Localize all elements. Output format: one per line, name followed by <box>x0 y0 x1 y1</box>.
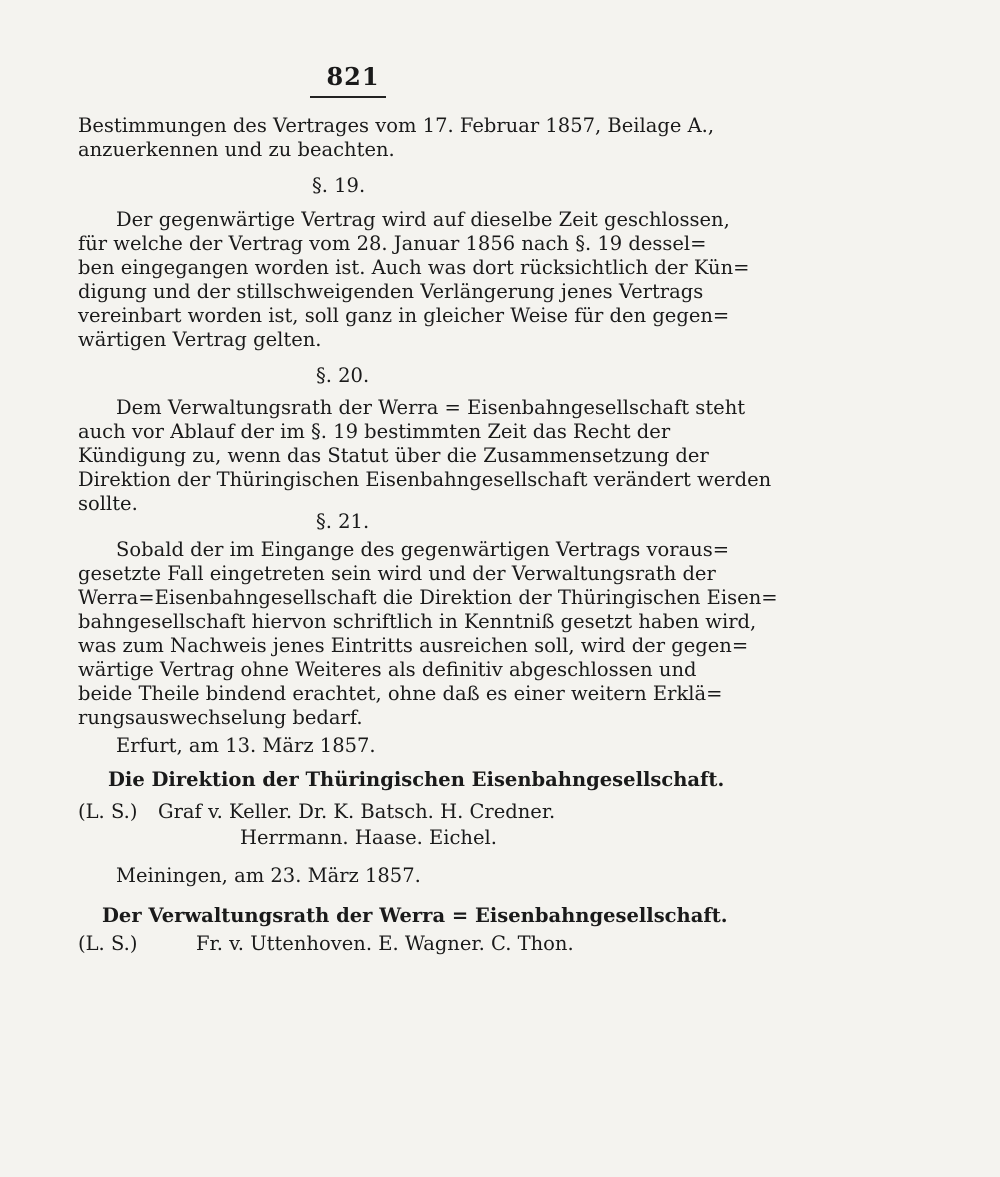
paragraph-line: wärtige Vertrag ohne Weiteres als definitiv abgeschlossen und <box>78 658 697 681</box>
paragraph-line: bahngesellschaft hiervon schriftlich in Kenntniß gesetzt haben wird, <box>78 610 757 633</box>
paragraph-line: beide Theile bindend erachtet, ohne daß es einer weitern Erklä= <box>78 682 723 705</box>
paragraph-line: ben eingegangen worden ist. Auch was dort rücksichtlich der Kün= <box>78 256 750 279</box>
erfurt-seal-mark: (L. S.) <box>78 800 138 823</box>
paragraph-line: was zum Nachweis jenes Eintritts ausreichen soll, wird der gegen= <box>78 634 749 657</box>
page-number-rule <box>310 96 386 98</box>
paragraph-line: gesetzte Fall eingetreten sein wird und der Verwaltungsrath der <box>78 562 716 585</box>
paragraph-line: vereinbart worden ist, soll ganz in gleicher Weise für den gegen= <box>78 304 730 327</box>
paragraph-line: Sobald der im Eingange des gegenwärtigen Vertrags voraus= <box>116 538 730 561</box>
meiningen-organisation: Der Verwaltungsrath der Werra = Eisenbahngesellschaft. <box>102 904 728 927</box>
section-heading-20: §. 20. <box>316 364 370 387</box>
paragraph-line: Werra=Eisenbahngesellschaft die Direktion der Thüringischen Eisen= <box>78 586 778 609</box>
paragraph-line: Der gegenwärtige Vertrag wird auf dieselbe Zeit geschlossen, <box>116 208 730 231</box>
paragraph-line: sollte. <box>78 492 138 515</box>
erfurt-signatories-1: Graf v. Keller. Dr. K. Batsch. H. Credner. <box>158 800 556 823</box>
erfurt-signatories-2: Herrmann. Haase. Eichel. <box>240 826 497 849</box>
paragraph-line: rungsauswechselung bedarf. <box>78 706 363 729</box>
section-heading-21: §. 21. <box>316 510 370 533</box>
paragraph-line: digung und der stillschweigenden Verlängerung jenes Vertrags <box>78 280 704 303</box>
paragraph-line: wärtigen Vertrag gelten. <box>78 328 322 351</box>
paragraph-line: auch vor Ablauf der im §. 19 bestimmten Zeit das Recht der <box>78 420 671 443</box>
paragraph-line: Kündigung zu, wenn das Statut über die Zusammensetzung der <box>78 444 709 467</box>
meiningen-signatories: Fr. v. Uttenhoven. E. Wagner. C. Thon. <box>196 932 574 955</box>
intro-line: anzuerkennen und zu beachten. <box>78 138 395 161</box>
intro-line: Bestimmungen des Vertrages vom 17. Februar 1857, Beilage A., <box>78 114 715 137</box>
paragraph-line: Direktion der Thüringischen Eisenbahngesellschaft verändert werden <box>78 468 772 491</box>
erfurt-organisation: Die Direktion der Thüringischen Eisenbahngesellschaft. <box>108 768 725 791</box>
page-number: 821 <box>326 62 380 91</box>
meiningen-date: Meiningen, am 23. März 1857. <box>116 864 421 887</box>
erfurt-date: Erfurt, am 13. März 1857. <box>116 734 376 757</box>
paragraph-line: für welche der Vertrag vom 28. Januar 1856 nach §. 19 dessel= <box>78 232 707 255</box>
paragraph-line: Dem Verwaltungsrath der Werra = Eisenbahngesellschaft steht <box>116 396 746 419</box>
meiningen-seal-mark: (L. S.) <box>78 932 138 955</box>
section-heading-19: §. 19. <box>312 174 366 197</box>
